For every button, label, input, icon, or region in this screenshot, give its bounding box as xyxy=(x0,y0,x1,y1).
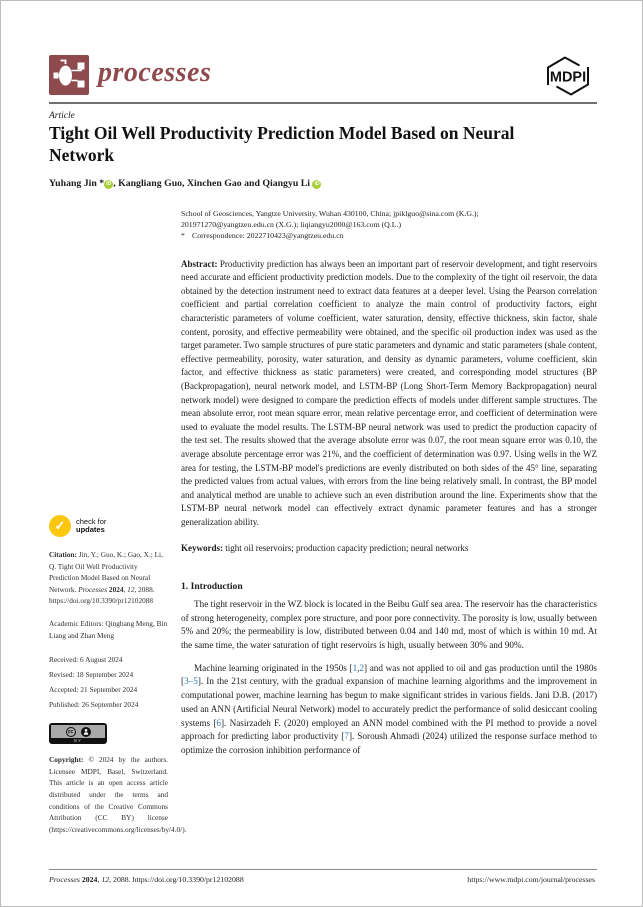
affiliation-line2[interactable]: 201971270@yangtzeu.edu.cn (X.G.); liqiangyu2000@163.com (Q.L.) xyxy=(181,220,402,230)
ref-link[interactable]: 1 xyxy=(352,662,358,673)
affiliation-line1: School of Geosciences, Yangtze University, Wuhan 430100, China; jpiklguo@sina.com (K.G.); xyxy=(181,209,479,218)
revised-date: Revised: 18 September 2024 xyxy=(49,670,134,680)
academic-editors: Academic Editors: Qingbang Meng, Bin Liang and Zhan Meng xyxy=(49,618,168,640)
citation-body: Jin, Y.; Guo, K.; Gao, X.; Li, Q. Tight Oil Well Productivity Prediction Model Based on Neural Network. xyxy=(49,550,163,594)
received-date: Received: 6 August 2024 xyxy=(49,655,123,665)
keywords-label: Keywords: xyxy=(181,543,226,554)
copyright-block xyxy=(49,754,187,835)
mdpi-logo-icon xyxy=(538,54,598,98)
accepted-date: Accepted: 21 September 2024 xyxy=(49,685,138,695)
author-names-1: Yuhang Jin * xyxy=(49,178,105,189)
ref-link[interactable]: 7 xyxy=(344,731,349,742)
orcid-icon[interactable]: iD xyxy=(106,181,112,187)
citation-label: Citation: xyxy=(49,550,79,559)
citation-year: 2024 xyxy=(108,584,124,594)
intro-heading: 1. Introduction xyxy=(181,580,243,592)
abstract-text: Productivity prediction has always been an important part of reservoir development, and tight reservoirs need accurate and efficient productivity prediction models. Due to the complexity of the tight oil reservoir, the data obtained by the detection instrument need to extract data features at a deeper level. Using the Pearson correlation coefficient and partial correlation coefficient to analyze the main control of productivity factors, eight characteristic parameters of volume coefficient, water saturation, density, effective thickness, skin factor, shale content, porosity, and effective permeability were obtained, and the specific oil production index was used as the target parameter. Two sample structures of pure static parameters and dynamic and static parameters (shale content, effective permeability, porosity, water saturation, and density as dynamic parameters, volume coefficient, skin factor, and effective thickness as static parameters) were created, and corresponding model structures (BP (Backpropagation), neural network model, and LSTM-BP (Long Short-Term Memory Backpropagation) neural network model) were designed to compare the prediction effects of models under different sample structures. The mean absolute error, root mean square error, mean relative percentage error, and coefficient of determination were used to evaluate the model results. The LSTM-BP neural network was used to predict the production capacity of the test set. The results showed that the average absolute error was 0.07, the root mean square error was 0.10, the average absolute percentage error was 21%, and the coefficient of determination was 0.97. Using wells in the WZ area for testing, the LSTM-BP model's predictions are evenly distributed on both sides of the 45° line, separating the predicted values from actual values, with errors from the line being relatively small. In contrast, the BP model and analytical method are unable to achieve such an even distribution around the line. Experiments show that the LSTM-BP neural network model can effectively extract dynamic parameter features and has a stronger generalization ability. xyxy=(181,258,597,527)
ref-link[interactable]: 6 xyxy=(216,717,221,728)
orcid-icon[interactable]: iD xyxy=(314,181,320,187)
intro-paragraph-2: Machine learning originated in the 1950s [1,2] and was not applied to oil and gas production until the 1980s [3–5]. In the 21st century, with the gradual expansion of machine learning algorithms and the improvement in computational power, machine learning has begun to make significant strides in various fields. Jani D.B. (2017) used an ANN (Artificial Neural Network) model to accurately predict the performance of solid desiccant cooling systems [6]. Nasirzadeh F. (2020) employed an ANN model combined with the PI method to provide a novel approach for predicting labor productivity [7]. Soroush Ahmadi (2024) utilized the response surface method to optimize the corrosion inhibition performance of xyxy=(181,662,597,755)
correspondence-email[interactable]: Correspondence: 2022710423@yangtzeu.edu.cn xyxy=(192,231,344,241)
footer-journal-url[interactable]: https://www.mdpi.com/journal/processes xyxy=(467,875,595,884)
intro-paragraph-1: The tight reservoir in the WZ block is located in the Beibu Gulf sea area. The reservoir has the characteristics of strong heterogeneity, complex pore structure, and poor pore connectivity. The porosity is low, usually between 5% and 20%; the permeability is low, distributed between 0.04 and 140 md, most of which is within 10 md. At the same time, the water saturation of tight reservoirs is high, usually between 30% and 90%. xyxy=(181,598,597,650)
keywords-block xyxy=(181,542,597,555)
ref-link[interactable]: 3–5 xyxy=(184,676,198,687)
copyright-label: Copyright: xyxy=(49,755,89,765)
cc-by-license-badge[interactable] xyxy=(49,723,107,744)
cc-icon: cc xyxy=(66,727,76,737)
abstract-label: Abstract: xyxy=(181,258,220,269)
footer-doi[interactable]: , 2088. https://doi.org/10.3390/pr12102088 xyxy=(109,875,244,884)
footer-citation: Processes 2024, 12, 2088. https://doi.org/10.3390/pr12102088 xyxy=(49,875,244,884)
footer-rule xyxy=(49,869,597,870)
by-person-icon xyxy=(81,727,91,737)
by-label: BY xyxy=(73,738,82,744)
page-title: Tight Oil Well Productivity Prediction Model Based on Neural Network xyxy=(49,123,515,165)
citation-journal: Processes xyxy=(78,584,109,594)
check-icon: ✓ xyxy=(49,515,71,537)
abstract-block xyxy=(181,258,597,530)
ref-link[interactable]: 2 xyxy=(359,662,365,673)
correspondence-line: * Correspondence: 2022710423@yangtzeu.edu.cn xyxy=(181,231,344,241)
authors-line xyxy=(49,178,569,189)
copyright-text: © 2024 by the authors. Licensee MDPI, Basel, Switzerland. This article is an open access article distributed under the terms and conditions of the Creative Commons Attribution (CC BY) license (https://creativecommons.org/licenses/by/4.0/). xyxy=(49,755,187,834)
header-rule xyxy=(49,102,597,104)
citation-doi[interactable]: , 2088. https://doi.org/10.3390/pr12102088 xyxy=(49,584,155,606)
main-content xyxy=(181,208,597,758)
dates-block xyxy=(49,652,168,712)
svg-text:MDPI: MDPI xyxy=(549,69,587,86)
journal-name: processes xyxy=(98,57,212,88)
processes-logo xyxy=(49,55,89,95)
sidebar-meta-column xyxy=(49,515,187,846)
affiliation-block xyxy=(181,208,597,242)
author-names-2: , Kangliang Guo, Xinchen Gao and Qiangyu Li xyxy=(113,178,313,189)
published-date: Published: 26 September 2024 xyxy=(49,700,139,710)
article-type-label: Article xyxy=(49,111,75,121)
check-for-updates-badge[interactable] xyxy=(49,515,168,537)
processes-logo-icon xyxy=(49,55,89,95)
citation-volume: 12 xyxy=(127,584,135,594)
check-updates-label: check for updates xyxy=(76,516,107,534)
citation-block: Citation: Jin, Y.; Guo, K.; Gao, X.; Li, Q. Tight Oil Well Productivity Prediction Model Based on Neural Network. Processes 2024, 12, 2088. https://doi.org/10.3390/pr12102088 xyxy=(49,550,163,606)
keywords-text: tight oil reservoirs; production capacity prediction; neural networks xyxy=(225,543,469,554)
